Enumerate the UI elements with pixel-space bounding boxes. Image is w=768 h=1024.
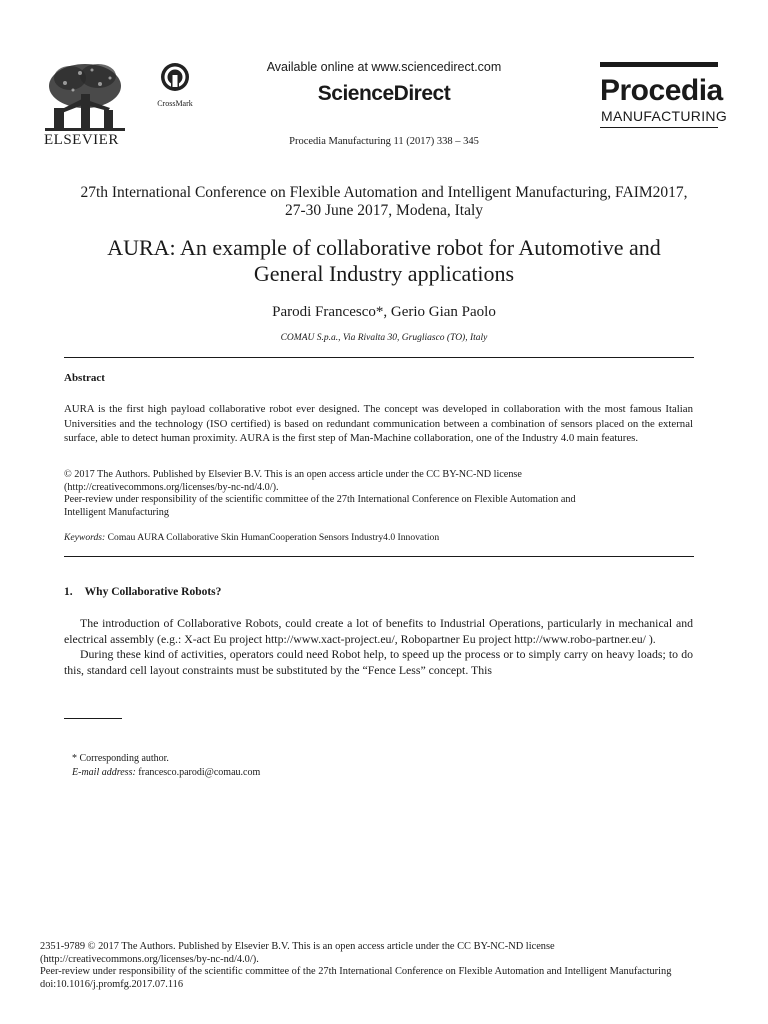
bottom-peer-review: Peer-review under responsibility of the scientific committee of the 27th International Conference on Flexible Automation and Intelligent Manufacturing xyxy=(40,966,672,978)
issn-copyright: 2351-9789 © 2017 The Authors. Published by Elsevier B.V. This is an open access article under the CC BY-NC-ND license xyxy=(40,941,555,952)
paragraph: The introduction of Collaborative Robots, could create a lot of benefits to Industrial Operations, particularly in mechanical and electrical assembly (e.g.: X-act Eu project http://www.xact-project.eu/, Robopartner Eu project http://www.robo-partner.eu/ ). xyxy=(64,616,693,646)
procedia-top-rule xyxy=(600,62,718,67)
footnote-rule xyxy=(64,718,122,719)
crossmark-label: CrossMark xyxy=(157,99,193,108)
email-label: E-mail address: xyxy=(72,767,136,778)
corresponding-author: * Corresponding author. xyxy=(72,753,169,764)
peer-review-line-2: Intelligent Manufacturing xyxy=(64,506,169,518)
peer-review-line-1: Peer-review under responsibility of the scientific committee of the 27th International Conference on Flexible Automation and xyxy=(64,494,576,506)
footnote xyxy=(72,752,260,780)
procedia-logo: Procedia xyxy=(600,74,723,107)
copyright-line-1: © 2017 The Authors. Published by Elsevier B.V. This is an open access article under the CC BY-NC-ND license xyxy=(64,469,522,480)
abstract-body: AURA is the first high payload collaborative robot ever designed. The concept was developed in collaboration with the most famous Italian Universities and the technology (ISO certified) is based on redundant communication between a combination of sensors placed on the external surface, able to detect human proximity. AURA is the first step of Man-Machine collaboration, one of the Industry 4.0 main features. xyxy=(64,403,693,445)
paper-title xyxy=(40,235,728,287)
available-online-text: Available online at www.sciencedirect.com xyxy=(266,60,502,74)
email-line xyxy=(72,766,260,780)
bottom-notice xyxy=(40,941,730,992)
doi[interactable]: doi:10.1016/j.promfg.2017.07.116 xyxy=(40,979,184,991)
journal-reference: Procedia Manufacturing 11 (2017) 338 – 345 xyxy=(289,136,479,147)
section-title: Why Collaborative Robots? xyxy=(84,586,222,598)
conference-line-2: 27-30 June 2017, Modena, Italy xyxy=(284,202,484,219)
title-line-2: General Industry applications xyxy=(253,261,515,286)
abstract-heading: Abstract xyxy=(64,372,105,384)
bottom-license-link[interactable]: (http://creativecommons.org/licenses/by-nc-nd/4.0/). xyxy=(40,953,259,965)
conference-info xyxy=(40,184,728,220)
keywords-list: Comau AURA Collaborative Skin HumanCooperation Sensors Industry4.0 Innovation xyxy=(107,532,440,543)
keywords-label: Keywords: xyxy=(64,532,106,543)
section-body xyxy=(64,616,693,678)
keywords xyxy=(64,532,693,543)
email-address[interactable]: francesco.parodi@comau.com xyxy=(138,767,261,778)
procedia-bottom-rule xyxy=(600,127,718,128)
affiliation: COMAU S.p.a., Via Rivalta 30, Grugliasco (TO), Italy xyxy=(280,333,488,343)
title-line-1: AURA: An example of collaborative robot for Automotive and xyxy=(107,235,661,260)
copyright-notice xyxy=(64,469,693,519)
conference-line-1: 27th International Conference on Flexible Automation and Intelligent Manufacturing, FAIM2017, xyxy=(80,184,688,201)
authors: Parodi Francesco*, Gerio Gian Paolo xyxy=(272,304,496,320)
section-heading xyxy=(64,586,221,598)
sciencedirect-logo: ScienceDirect xyxy=(317,82,451,105)
paragraph: During these kind of activities, operators could need Robot help, to speed up the process or to simply carry on heavy loads; to do this, standard cell layout constraints must be substituted by the “Fence Less” concept. This xyxy=(64,647,693,677)
publisher-name: ELSEVIER xyxy=(44,132,119,148)
section-number: 1. xyxy=(64,586,73,598)
abstract-top-rule xyxy=(64,357,694,358)
license-link[interactable]: (http://creativecommons.org/licenses/by-nc-nd/4.0/). xyxy=(64,481,279,493)
abstract-bottom-rule xyxy=(64,556,694,557)
procedia-subtitle: MANUFACTURING xyxy=(601,108,728,124)
